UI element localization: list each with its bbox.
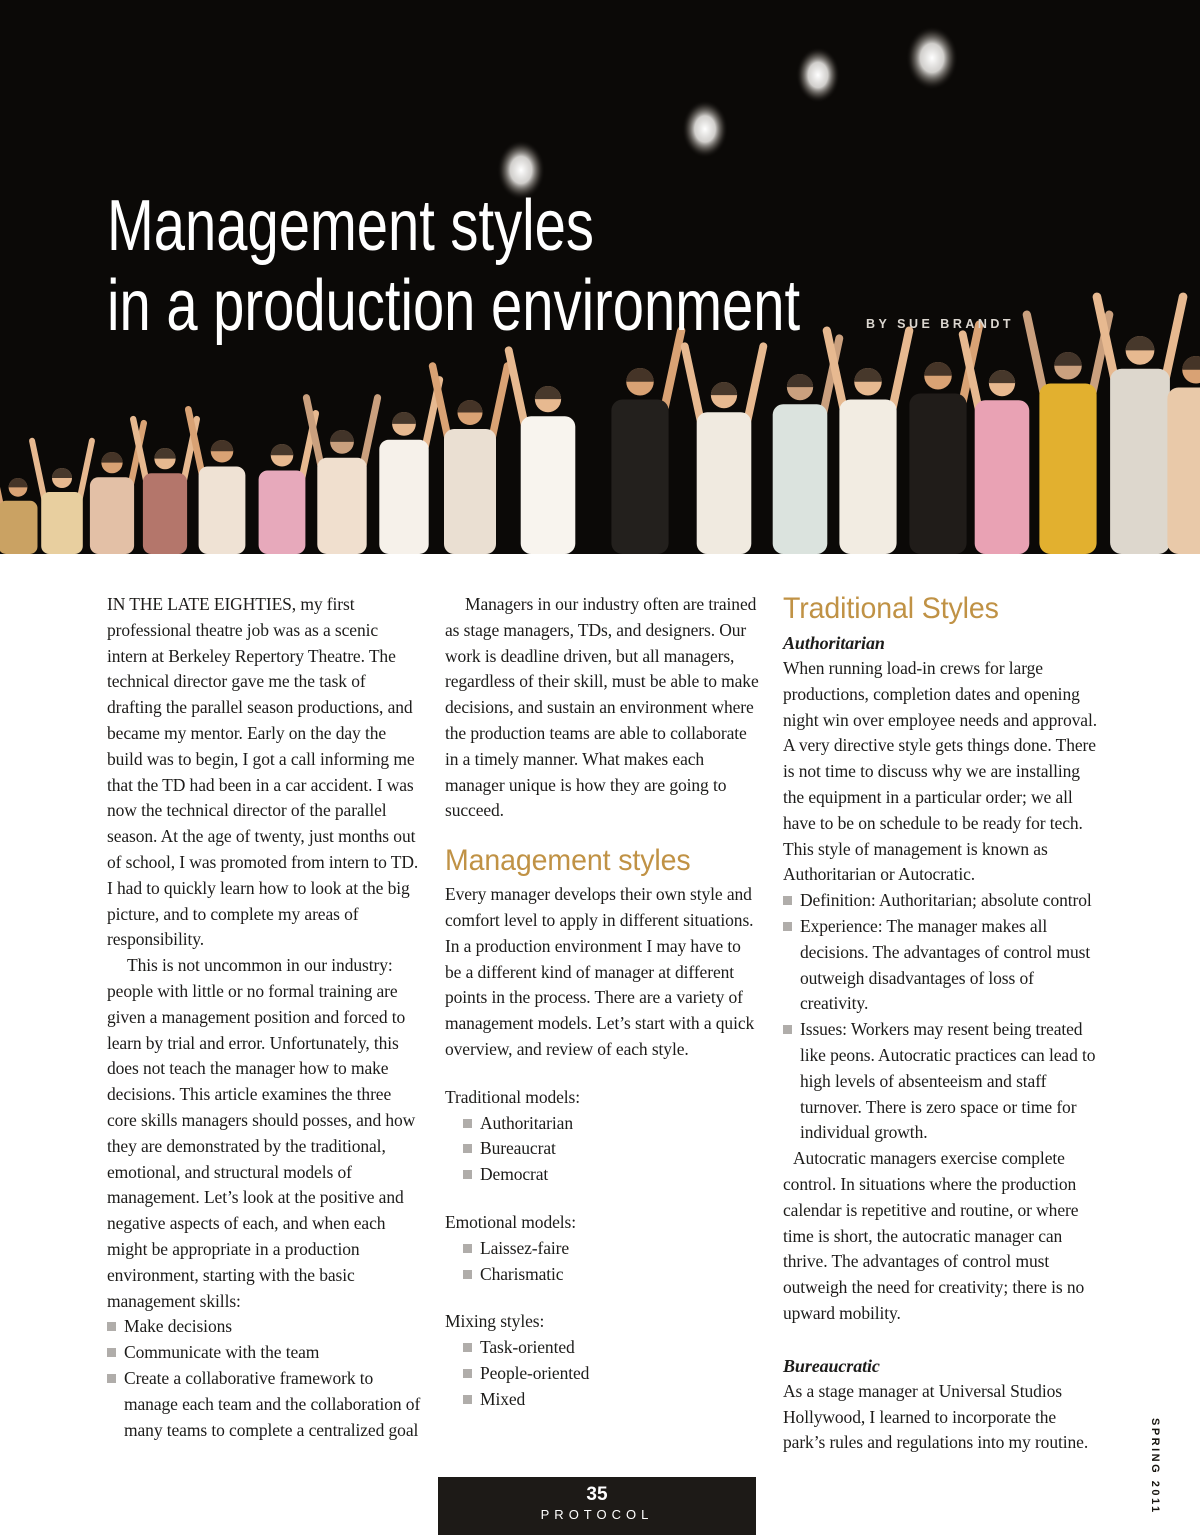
column-3	[783, 592, 1098, 1456]
article-title-line2: in a production environment	[107, 266, 801, 346]
square-bullet-icon	[783, 1025, 792, 1034]
list-item: Issues: Workers may resent being treated like peons. Autocratic practices can lead to high levels of absenteeism and staff turnover. There is zero space or time for individual growth.	[783, 1017, 1098, 1146]
col1-paragraph-1: IN THE LATE EIGHTIES, my first professional theatre job was as a scenic intern at Berkeley Repertory Theatre. The technical director gave me the task of drafting the parallel season productions, and became my mentor. Early on the day the build was to begin, I got a call informing me that the TD had been in a car accident. I was now the technical director of the parallel season. At the age of twenty, just months out of school, I was promoted from intern to TD. I had to quickly learn how to look at the big picture, and to complete my areas of responsibility.	[107, 594, 419, 950]
list-item: Communicate with the team	[107, 1340, 422, 1366]
col2-paragraph-1: Managers in our industry often are trained as stage managers, TDs, and designers. Our work is deadline driven, but all managers, regardless of their skill, must be able to make decisions, and sustain an environment where the production teams are able to collaborate in a timely manner. What makes each manager unique is how they are going to succeed.	[445, 594, 759, 821]
section-heading-management-styles: Management styles	[445, 844, 691, 878]
square-bullet-icon	[463, 1170, 472, 1179]
subheading-bureaucratic: Bureaucratic	[783, 1355, 880, 1376]
list-item: Democrat	[463, 1162, 760, 1188]
subheading-authoritarian: Authoritarian	[783, 633, 885, 653]
square-bullet-icon	[463, 1395, 472, 1404]
col3-paragraph-3: As a stage manager at Universal Studios Hollywood, I learned to incorporate the park’s rules and regulations into my routine.	[783, 1380, 1089, 1453]
footer-page-badge	[438, 1477, 756, 1535]
list-item: Definition: Authoritarian; absolute control	[783, 888, 1098, 914]
list-item: Experience: The manager makes all decisions. The advantages of control must outweigh disadvantages of loss of creativity.	[783, 914, 1098, 1017]
issue-date-vertical: SPRING 2011	[1149, 1418, 1161, 1515]
list-label: Emotional models:	[445, 1211, 576, 1232]
hero-banner	[0, 0, 1200, 554]
page-number: 35	[586, 1484, 608, 1505]
column-2	[445, 592, 760, 1456]
byline: BY SUE BRANDT	[866, 317, 1015, 331]
square-bullet-icon	[107, 1374, 116, 1383]
article-title-line1: Management styles	[107, 186, 594, 266]
section-heading-traditional-styles: Traditional Styles	[783, 592, 999, 625]
list-item: People-oriented	[463, 1361, 760, 1387]
list-item: Charismatic	[463, 1262, 760, 1288]
col2-paragraph-2: Every manager develops their own style and comfort level to apply in different situations. In a production environment I may have to be a different kind of manager at different points in the process. There are a variety of management models. Let’s start with a quick overview, and review of each style.	[445, 884, 755, 1059]
article-title	[107, 186, 996, 346]
mixing-styles-list	[445, 1309, 760, 1412]
article-body	[107, 592, 1097, 1456]
list-item: Mixed	[463, 1387, 760, 1413]
col3-paragraph-2: Autocratic managers exercise complete control. In situations where the production calendar is repetitive and routine, or where time is short, the autocratic manager can thrive. The advantages of control must outweigh the need for creativity; there is no upward mobility.	[783, 1148, 1085, 1323]
square-bullet-icon	[463, 1244, 472, 1253]
square-bullet-icon	[463, 1369, 472, 1378]
square-bullet-icon	[463, 1270, 472, 1279]
magazine-name: PROTOCOL	[540, 1507, 654, 1522]
square-bullet-icon	[107, 1322, 116, 1331]
list-item: Laissez-faire	[463, 1236, 760, 1262]
emotional-models-list	[445, 1210, 760, 1287]
list-item: Make decisions	[107, 1314, 422, 1340]
col1-paragraph-2: This is not uncommon in our industry: people with little or no formal training are given a management position and forced to learn by trial and error. Unfortunately, this does not teach the manager how to make decisions. This article examines the three core skills managers should posses, and how they are demonstrated by the traditional, emotional, and structural models of management. Let’s look at the positive and negative aspects of each, and when each might be appropriate in a production environment, starting with the basic management skills:	[107, 955, 416, 1311]
square-bullet-icon	[783, 922, 792, 931]
list-label: Mixing styles:	[445, 1311, 545, 1332]
square-bullet-icon	[783, 896, 792, 905]
col3-paragraph-1: When running load-in crews for large productions, completion dates and opening night win over employee needs and approval. A very directive style gets things done. There is not time to discuss why we are installing the equipment in a particular order; we all have to be on schedule to be ready for tech. This style of management is known as Authoritarian or Autocratic.	[783, 658, 1098, 885]
list-item: Task-oriented	[463, 1335, 760, 1361]
list-label: Traditional models:	[445, 1086, 581, 1107]
column-1	[107, 592, 422, 1456]
list-item: Create a collaborative framework to manage each team and the collaboration of many teams to complete a centralized goal	[107, 1366, 422, 1443]
list-item: Bureaucrat	[463, 1136, 760, 1162]
square-bullet-icon	[107, 1348, 116, 1357]
list-item: Authoritarian	[463, 1111, 760, 1137]
square-bullet-icon	[463, 1119, 472, 1128]
square-bullet-icon	[463, 1343, 472, 1352]
square-bullet-icon	[463, 1144, 472, 1153]
traditional-models-list	[445, 1085, 760, 1188]
